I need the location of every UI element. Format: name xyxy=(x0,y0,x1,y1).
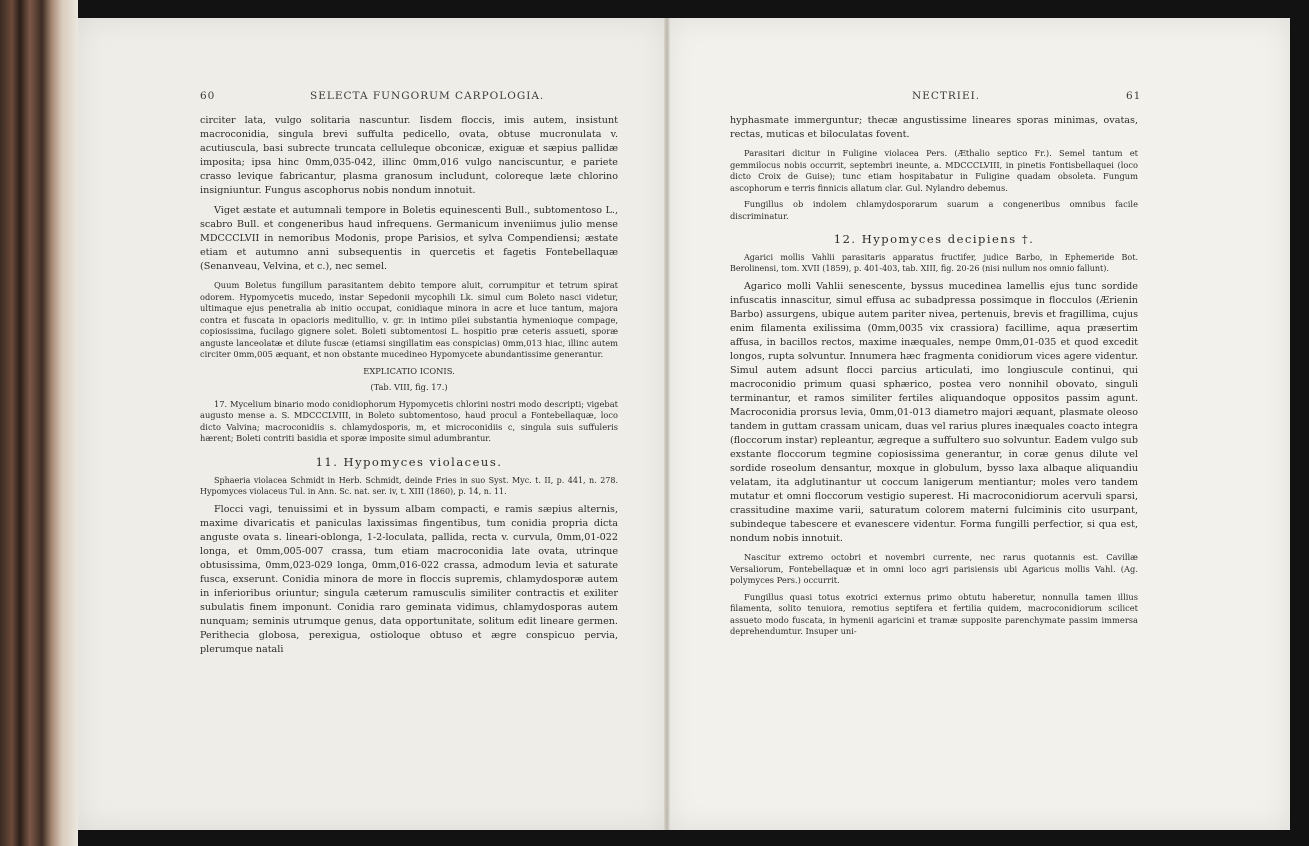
right-para-6: Fungillus quasi totus exotrici externus primo obtutu haberetur, nonnulla tamen illius filamenta, solito tenuiora, remotius septifera et fertilia quidem, macroconidiorum scilicet assueto modo fuscata, in hymenii agaricini et tramæ supposite parenchymate passim immersa deprehendumtur. Insuper uni- xyxy=(730,591,1138,636)
book-spine-edge xyxy=(0,0,78,846)
right-para-1: hyphasmate immerguntur; thecæ angustissime lineares sporas minimas, ovatas, rectas, muticas et biloculatas fovent. xyxy=(730,115,1138,140)
right-para-5: Nascitur extremo octobri et novembri currente, nec rarus quotannis est. Cavillæ Versaliorum, Fontebellaquæ et in omni loco agri parisiensis ubi Agaricus mollis Vahl. (Ag. polymyces Pers.) occurrit. xyxy=(730,552,1138,585)
left-para-3: Quum Boletus fungillum parasitantem debito tempore aluit, corrumpitur et tetrum spirat odorem. Hypomycetis mucedo, instar Sepedonii mycophili Lk. simul cum Boleto nasci videtur, ultimaque ejus penetralia ab initio occupat, conidiaque minora in acre et luce tantum, majora contra et fuscata in opacioris meditullio, v. gr. in intimo pilei substantia hymenioque compage, copiosissima, fucilago gignere solet. Boleti subtomentosi L. hospitio præ ceteris assueti, sporæ anguste lanceolatæ et dilute fuscæ (etiamsi singillatim eas conspicias) 0mm,013 hiac, illinc autem circiter 0mm,005 æquant, et non obstante mucedineo Hypomycete abundantissime generantur. xyxy=(200,280,618,359)
right-running-head: NECTRIEI. xyxy=(912,90,981,102)
explicatio-ref: (Tab. VIII, fig. 17.) xyxy=(370,382,448,392)
section-12-synonyms: Agarici mollis Vahlii parasitaris apparatus fructifer, judice Barbo, in Ephemeride Bot. Berolinensi, tom. XVII (1859), p. 401-403, tab. XIII, fig. 20-26 (nisi nullum nos omnio fallunt). xyxy=(730,253,1138,273)
left-para-2: Viget æstate et autumnali tempore in Boletis equinescenti Bull., subtomentoso L., scabro Bull. et congeneribus haud infrequens. Germanicum inveniimus julio mense MDCCCLVII in nemoribus Modonis, prope Parisios, et sylva Compendiensi; æstate etiam et autumno anni subsequentis in quercetis et fagetis Fontebellaquæ (Senanveau, Velvina, et c.), nec semel. xyxy=(200,205,618,272)
left-running-head: SELECTA FUNGORUM CARPOLOGIA. xyxy=(310,90,545,102)
section-11-title: 11. Hypomyces violaceus. xyxy=(315,454,503,469)
section-12-title: 12. Hypomyces decipiens †. xyxy=(833,232,1035,246)
right-para-3: Fungillus ob indolem chlamydosporarum suarum a congeneribus omnibus facile discriminatur. xyxy=(730,199,1138,221)
left-para-1: circiter lata, vulgo solitaria nascuntur. Iisdem floccis, imis autem, insistunt macroconidia, singula brevi suffulta pedicello, ovata, obtuse mucronulata v. acutiuscula, basi subrecte truncata celluleque obconicæ, exiguæ et sæpius pallidæ imposita; ipsa hinc 0mm,035-042, illinc 0mm,016 vulgo nanciscuntur, e pariete crasso levique fabricantur, plasma granosum includunt, coloreque læte chlorino insigniuntur. Fungus ascophorus nobis nondum innotuit. xyxy=(200,115,618,196)
right-para-4: Agarico molli Vahlii senescente, byssus mucedinea lamellis ejus tunc sordide infuscatis innascitur, simul effusa ac subadpressa possimque in flocculos (Ærienin Barbo) assurgens, ubique autem pariter nivea, pertenuis, brevis et fragillima, cujus enim filamenta exilissima (0mm,0035 vix crassiora) facillime, aqua præsertim affusa, in bacillos rectos, maxime inæquales, nempe 0mm,01-035 et quod excedit longos, rupta solvuntur. Innumera hæc fragmenta conidiorum vices agere videntur. Simul autem adsunt flocci parcius articulati, imo longiuscule continui, qui macroconidio primum quasi sphærico, postea vero nonnihil obovato, singuli terminantur, et ramos similiter fertiles aliquandoque oppositos passim agunt. Macroconidia prorsus levia, 0mm,01-013 diametro majori æquant, plasmate oleoso tandem in guttam crassam unicam, duas vel rarius plures inæquales coacto integra (floccorum instar) repleantur, ægreque a suffultero suo solvuntur. Eadem vulgo sub exstante floccorum tegmine copiosissima generantur, in coræ genus dilute vel sordide roseolum densantur, moxque in globulum, bysso laxa albaque aliquandiu velatam, ita adglutinantur ut coccum lanigerum mentiantur; moles vero tandem mutatur et omni floccorum vestigio superest. Hi macroconidiorum acervuli sparsi, crassitudine maxime varii, saturatum colorem materni fulciminis cito usurpant, subindeque tabescere et evanescere videntur. Forma fungilli perfectior, si qua est, nondum nobis innotuit. xyxy=(730,281,1138,544)
section-11-synonyms: Sphaeria violacea Schmidt in Herb. Schmidt, deinde Fries in suo Syst. Myc. t. II, p. 441, n. 278. Hypomyces violaceus Tul. in Ann. Sc. nat. ser. iv, t. XIII (1860), p. 14, n. 11. xyxy=(200,475,618,496)
left-page-number: 60 xyxy=(200,90,216,102)
book-gutter xyxy=(664,18,670,830)
left-page-text xyxy=(200,114,618,663)
right-para-2: Parasitari dicitur in Fuligine violacea Pers. (Æthalio septico Fr.). Semel tantum et gemmilocus nobis occurrit, septembri ineunte, a. MDCCCLVIII, in pinetis Fontisbellaquei (loco dicto Croix de Guise); tunc etiam hospitabatur in Fuligine quadam obsoleta. Fungum ascophorum e terris finnicis allatum clar. Gul. Nylandro debemus. xyxy=(730,148,1138,193)
explicatio-text: 17. Mycelium binario modo conidiophorum Hypomycetis chlorini nostri modo descripti; vigebat augusto mense a. S. MDCCCLVIII, in Boleto subtomentoso, haud procul a Fontebellaquæ, loco dicto Valvina; macroconidiis s. chlamydosporis, m, et microconidiis c, singula suis suffuleris hærent; Boleti contriti basidia et sporæ imposite simul adumbrantur. xyxy=(200,398,618,443)
explicatio-title: EXPLICATIO ICONIS. xyxy=(363,365,455,376)
right-page-number: 61 xyxy=(1126,90,1142,102)
left-para-4: Flocci vagi, tenuissimi et in byssum albam compacti, e ramis sæpius alternis, maxime divaricatis et paniculas laxissimas fingentibus, tum conidia propria dicta anguste ovata s. lineari-oblonga, 1-2-loculata, pallida, recta v. curvula, 0mm,01-022 longa, et 0mm,005-007 crassa, tum etiam macroconidia late ovata, utrinque obtusissima, 0mm,023-029 longa, 0mm,016-022 crassa, admodum levia et saturate fusca, exserunt. Conidia minora de more in floccis supremis, chlamydosporæ autem in inferioribus oriuntur; singula cæterum ramusculis similiter contractis et exiliter subulatis finem imponunt. Conidia raro geminata vidimus, chlamydosporas autem nunquam; seminis utrumque genus, data opportunitate, solitum edit lineare germen. Perithecia globosa, perexigua, ostioloque obtuso et ægre conspicuo pervia, plerumque natali xyxy=(200,503,618,655)
right-page-text xyxy=(730,114,1138,643)
